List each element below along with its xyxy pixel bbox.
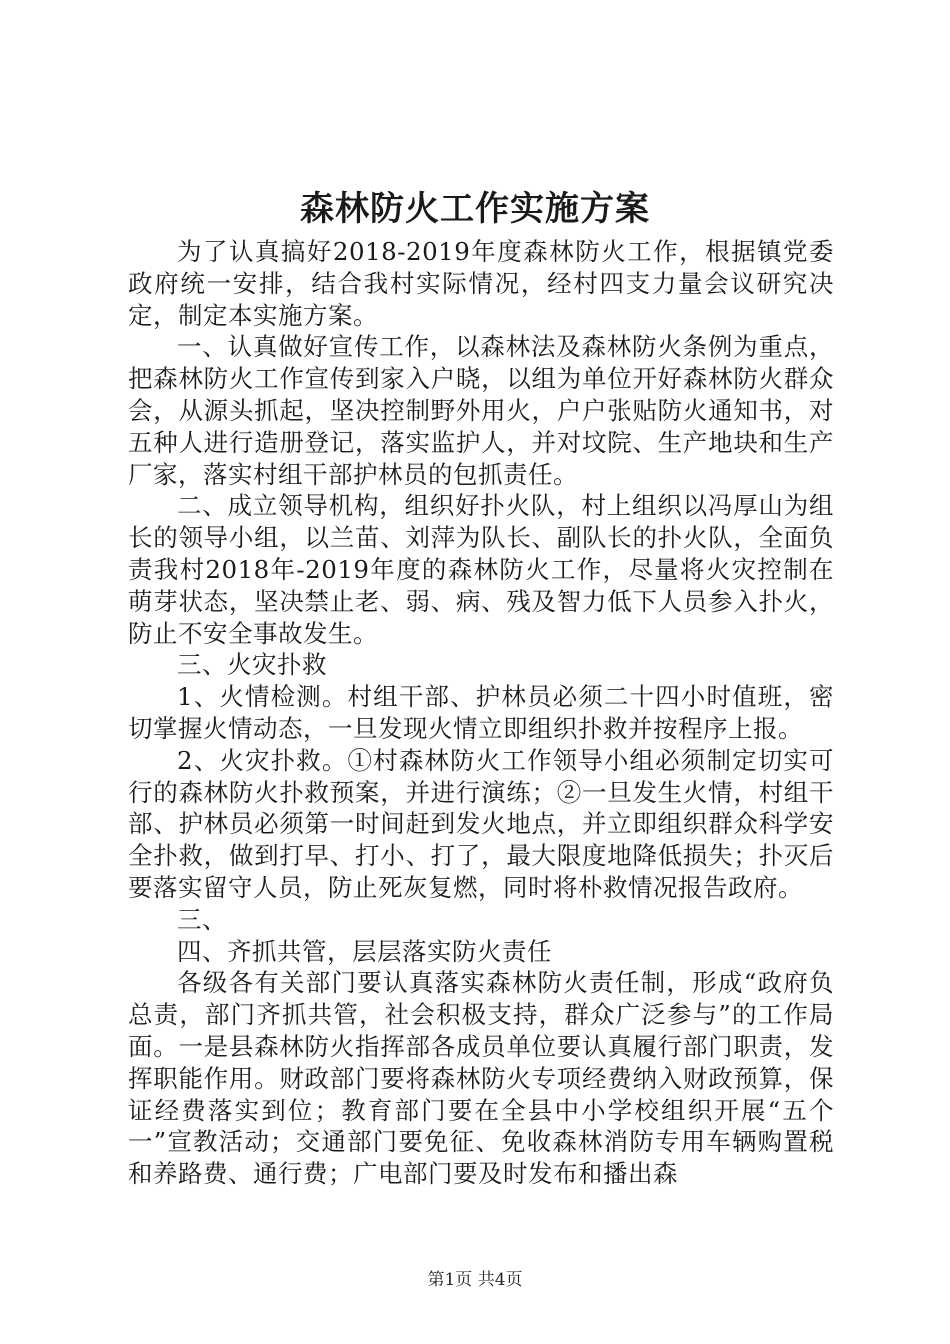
- page-footer: 第1页 共4页: [427, 1270, 523, 1290]
- paragraph-section-3-heading: 三、火灾扑救: [177, 650, 327, 680]
- document-body: [128, 236, 834, 1190]
- document-title: 森林防火工作实施方案: [300, 189, 650, 229]
- paragraph-section-1: 一、认真做好宣传工作，以森林法及森林防火条例为重点，把森林防火工作宣传到家入户晓，以组为单位开好森林防火群众会，从源头抓起，坚决控制野外用火，户户张贴防火通知书，对五种人进行造册登记，落实监护人，并对坟院、生产地块和生产厂家，落实村组干部护林员的包抓责任。: [128, 332, 834, 489]
- paragraph-fire-detection: 1、火情检测。村组干部、护林员必须二十四小时值班，密切掌握火情动态，一旦发现火情立即组织扑救并按程序上报。: [128, 682, 834, 743]
- paragraph-section-2: 二、成立领导机构，组织好扑火队，村上组织以冯厚山为组长的领导小组，以兰苗、刘萍为队长、副队长的扑火队，全面负责我村2018年-2019年度的森林防火工作，尽量将火灾控制在萌芽状态，坚决禁止老、弱、病、残及智力低下人员参入扑火，防止不安全事故发生。: [128, 491, 834, 648]
- paragraph-fire-fighting: 2、火灾扑救。①村森林防火工作领导小组必须制定切实可行的森林防火扑救预案，并进行演练；②一旦发生火情，村组干部、护林员必须第一时间赶到发火地点，并立即组织群众科学安全扑救，做到打早、打小、打了，最大限度地降低损失；扑灭后要落实留守人员，防止死灰复燃，同时将朴救情况报告政府。: [128, 745, 834, 902]
- paragraph-responsibility: 各级各有关部门要认真落实森林防火责任制，形成“政府负总责，部门齐抓共管，社会积极支持，群众广泛参与”的工作局面。一是县森林防火指挥部各成员单位要认真履行部门职责，发挥职能作用。财政部门要将森林防火专项经费纳入财政预算，保证经费落实到位；教育部门要在全县中小学校组织开展“五个一”宣教活动；交通部门要免征、免收森林消防专用车辆购置税和养路费、通行费；广电部门要及时发布和播出森: [128, 968, 834, 1189]
- paragraph-intro: 为了认真搞好2018-2019年度森林防火工作，根据镇党委政府统一安排，结合我村实际情况，经村四支力量会议研究决定，制定本实施方案。: [128, 237, 834, 330]
- paragraph-empty-heading: 三、: [177, 904, 227, 934]
- paragraph-section-4-heading: 四、齐抓共管，层层落实防火责任: [177, 936, 552, 966]
